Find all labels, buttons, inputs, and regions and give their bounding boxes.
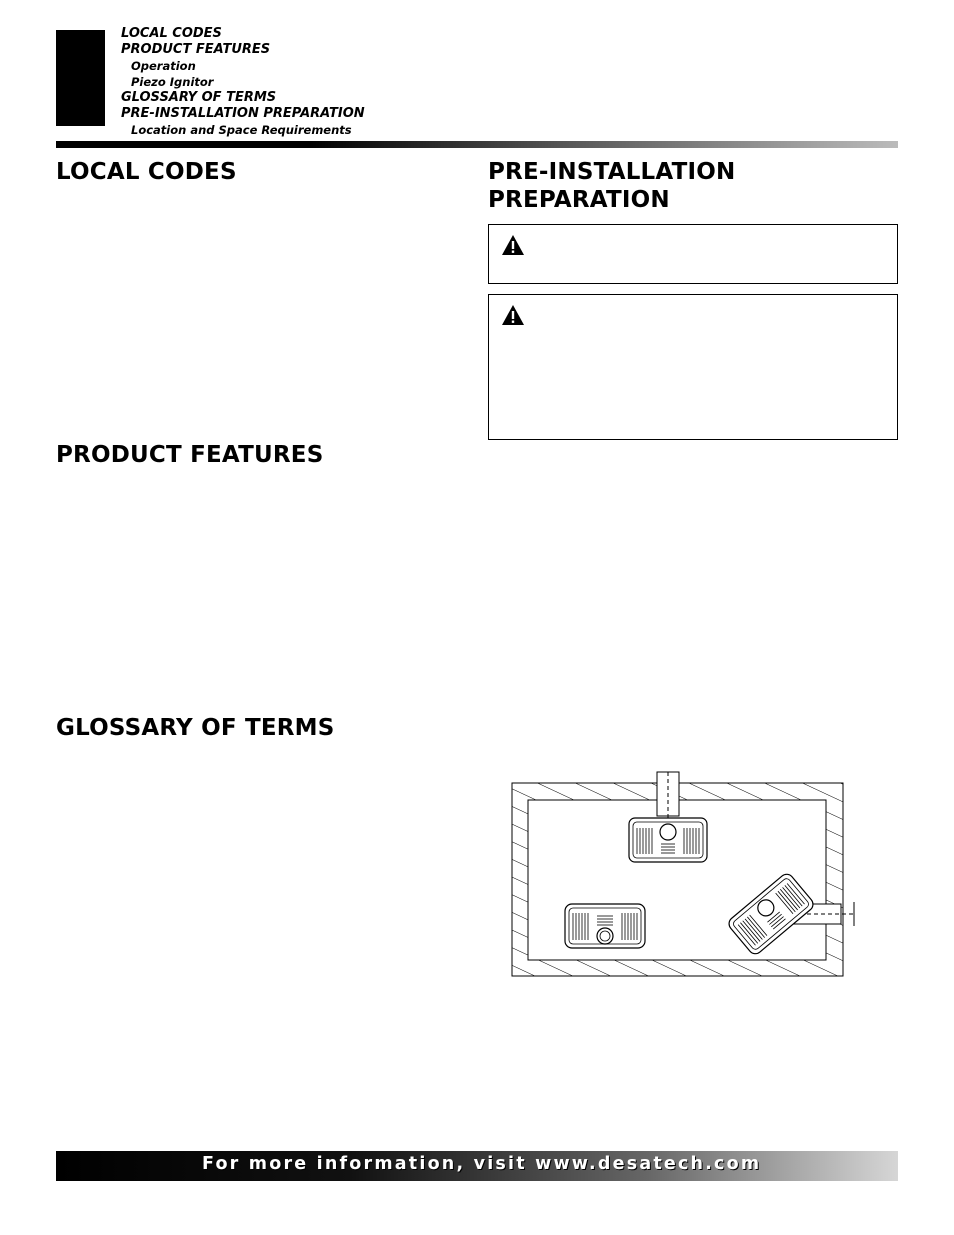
heading-pre-installation-line2: PREPARATION <box>488 187 670 213</box>
warning-triangle-icon <box>501 234 525 256</box>
footer-website-text[interactable]: For more information, visit www.desatech.com <box>202 1154 762 1174</box>
heading-local-codes: LOCAL CODES <box>56 159 237 185</box>
warning-triangle-icon <box>501 304 525 326</box>
room-layout-diagram <box>509 770 859 980</box>
table-of-contents <box>121 26 365 138</box>
toc-item-pre-installation[interactable]: PRE-INSTALLATION PREPARATION <box>121 106 365 121</box>
toc-item-glossary[interactable]: GLOSSARY OF TERMS <box>121 90 277 105</box>
footer-bar <box>56 1151 898 1181</box>
warning-box-1 <box>488 224 898 284</box>
toc-item-product-features[interactable]: PRODUCT FEATURES <box>121 42 271 57</box>
heading-product-features: PRODUCT FEATURES <box>56 442 324 468</box>
toc-item-piezo-ignitor[interactable]: Piezo Ignitor <box>131 75 214 89</box>
heading-pre-installation-line1: PRE-INSTALLATION <box>488 159 736 185</box>
section-tab-marker <box>56 30 105 126</box>
warning-box-2 <box>488 294 898 440</box>
toc-item-local-codes[interactable]: LOCAL CODES <box>121 26 222 41</box>
heading-glossary: GLOSSARY OF TERMS <box>56 715 335 741</box>
heading-pre-installation <box>488 158 735 214</box>
header-gradient-rule <box>56 141 898 148</box>
toc-item-location-space[interactable]: Location and Space Requirements <box>131 123 352 137</box>
heater-bottom-left <box>565 904 645 948</box>
toc-item-operation[interactable]: Operation <box>131 59 196 73</box>
